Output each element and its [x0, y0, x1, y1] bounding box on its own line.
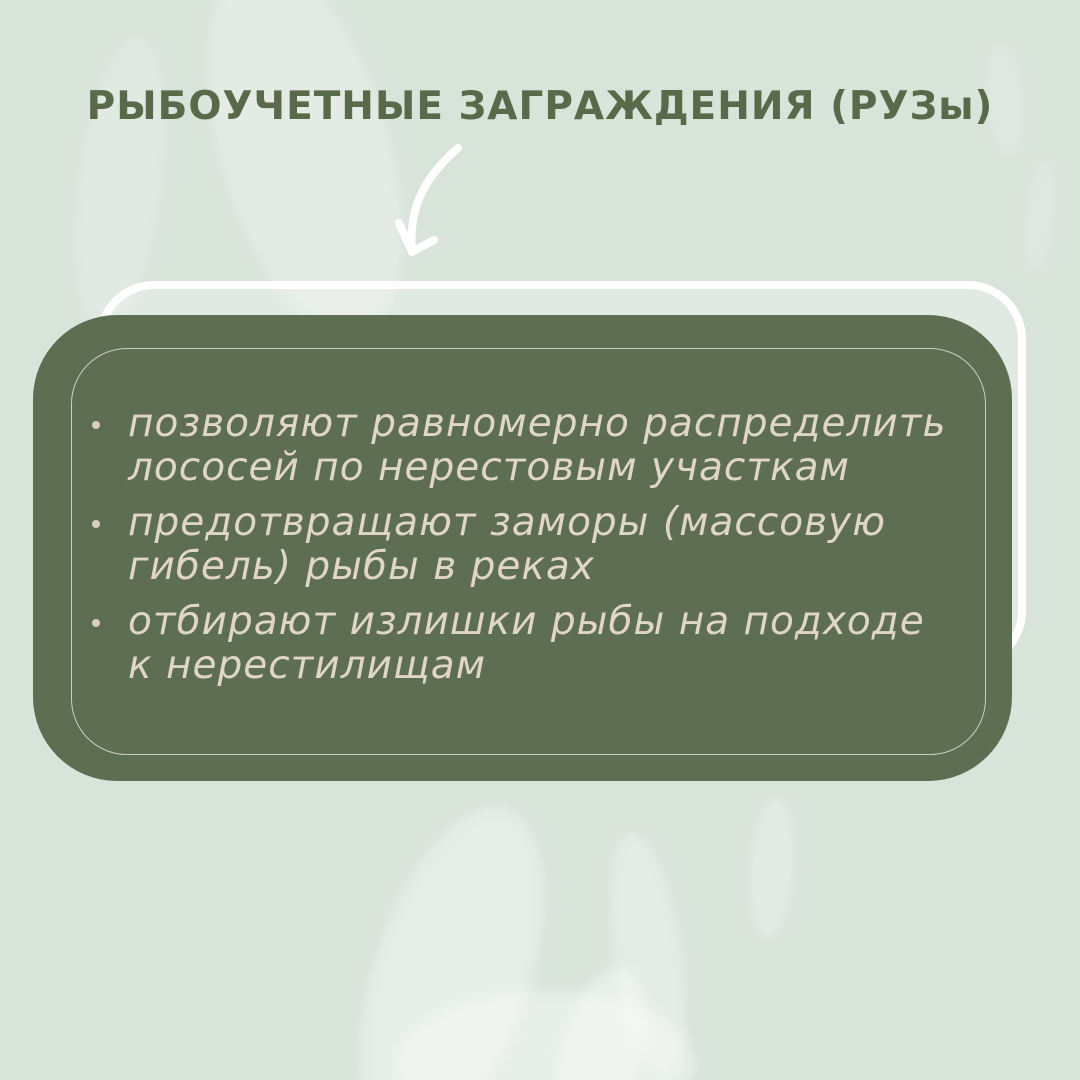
list-item	[92, 501, 946, 589]
bullet-line: отбирают излишки рыбы на подходе	[128, 599, 925, 644]
bullet-line: лососей по нерестовым участкам	[128, 445, 850, 490]
bullet-text	[128, 600, 925, 688]
bullet-text	[128, 501, 886, 589]
bullet-line: к нерестилищам	[128, 643, 487, 688]
bullet-icon	[92, 520, 100, 528]
bullet-text	[128, 402, 946, 490]
curved-arrow-icon	[380, 138, 490, 263]
bullet-line: предотвращают заморы (массовую	[128, 500, 887, 545]
list-item	[92, 402, 946, 490]
info-card	[33, 315, 1012, 781]
page-title: РЫБОУЧЕТНЫЕ ЗАГРАЖДЕНИЯ (РУЗы)	[86, 84, 994, 129]
bullet-line: гибель) рыбы в реках	[128, 544, 595, 589]
bullet-list	[92, 402, 946, 688]
bullet-icon	[92, 421, 100, 429]
list-item	[92, 600, 946, 688]
bullet-line: позволяют равномерно распределить	[128, 401, 947, 446]
bullet-icon	[92, 619, 100, 627]
